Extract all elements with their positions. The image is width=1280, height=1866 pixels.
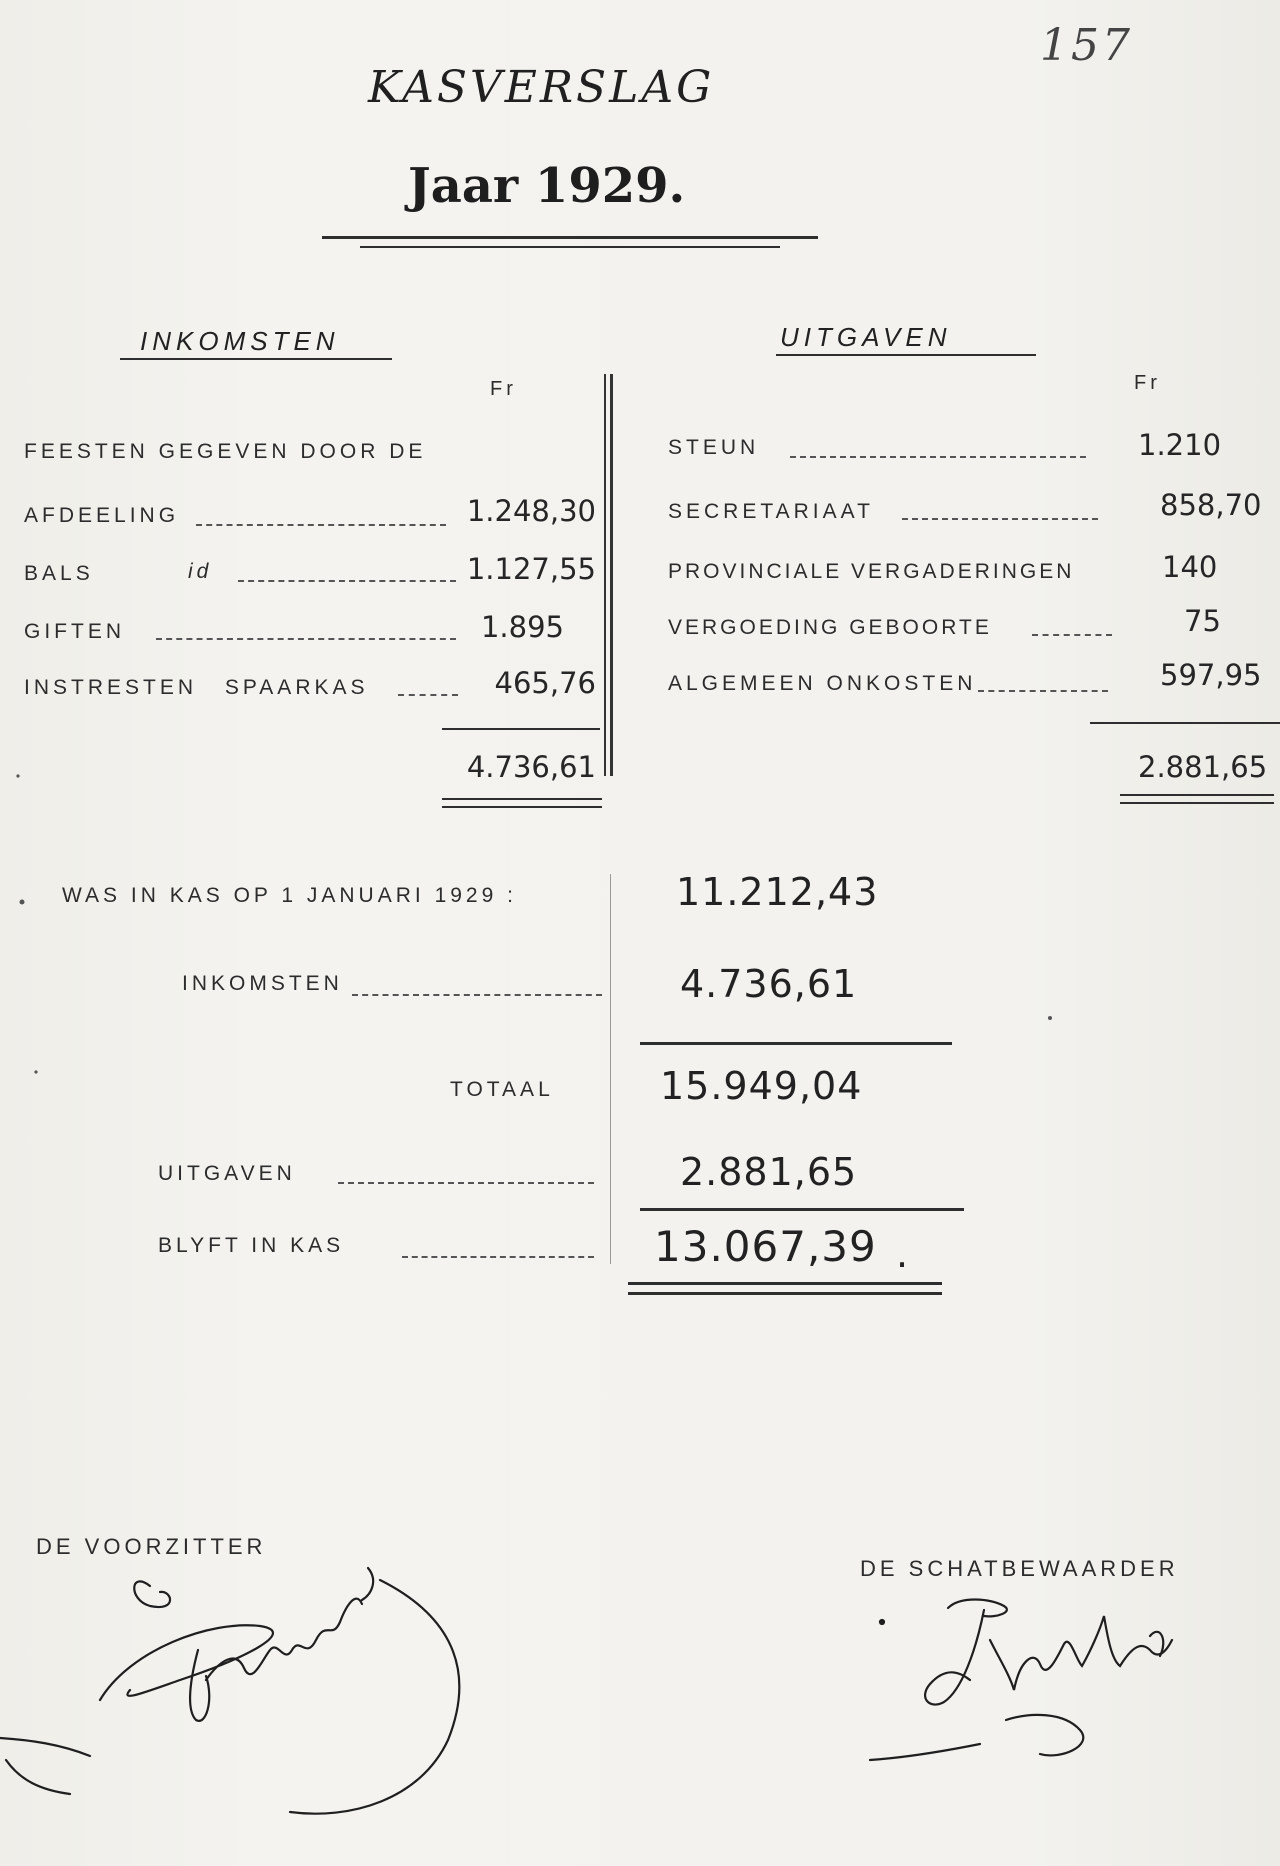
- summary-balance-label: BLYFT IN KAS: [158, 1234, 345, 1257]
- year-heading: Jaar 1929.: [408, 158, 686, 214]
- income-row-label: GIFTEN: [24, 620, 125, 643]
- page-number: 157: [1040, 20, 1133, 71]
- treasurer-label: DE SCHATBEWAARDER: [860, 1556, 1179, 1581]
- expenses-currency: Fr: [1134, 372, 1161, 394]
- expense-row-amount: 858,70: [1160, 488, 1262, 522]
- income-row-amount: 1.248,30: [466, 494, 596, 528]
- income-row-amount: 1.127,55: [466, 552, 596, 586]
- income-row-amount: 1.895: [480, 610, 564, 644]
- income-currency: Fr: [490, 378, 517, 400]
- treasurer-signature: [870, 1600, 1172, 1761]
- summary-balance-period: .: [896, 1232, 910, 1276]
- income-row-label: BALS: [24, 562, 94, 585]
- income-row-note: id: [188, 560, 213, 583]
- expenses-heading: UITGAVEN: [780, 322, 952, 352]
- document-title: KASVERSLAG: [368, 62, 715, 113]
- expenses-total: 2.881,65: [1138, 750, 1268, 784]
- summary-income-value: 4.736,61: [680, 962, 858, 1006]
- income-row-label: FEESTEN GEGEVEN DOOR DE: [24, 440, 427, 463]
- summary-expenses-label: UITGAVEN: [158, 1162, 296, 1185]
- income-row-label: INSTRESTEN SPAARKAS: [24, 676, 369, 699]
- summary-total-label: TOTAAL: [450, 1078, 554, 1101]
- expense-row-label: ALGEMEEN ONKOSTEN: [668, 672, 977, 695]
- income-heading: INKOMSTEN: [140, 326, 340, 356]
- expense-row-amount: 597,95: [1160, 658, 1262, 692]
- income-row-label: AFDEELING: [24, 504, 180, 527]
- margin-dots: [16, 774, 1052, 1073]
- summary-start-value: 11.212,43: [676, 870, 879, 914]
- chair-label: DE VOORZITTER: [36, 1534, 267, 1559]
- summary-income-label: INKOMSTEN: [182, 972, 343, 995]
- income-row-amount: 465,76: [494, 666, 596, 700]
- summary-balance-value: 13.067,39: [654, 1222, 877, 1271]
- summary-expenses-value: 2.881,65: [680, 1150, 858, 1194]
- summary-start-label: WAS IN KAS OP 1 JANUARI 1929 :: [62, 884, 517, 907]
- expense-row-label: VERGOEDING GEBOORTE: [668, 616, 992, 639]
- summary-total-value: 15.949,04: [660, 1064, 863, 1108]
- expense-row-amount: 140: [1162, 550, 1218, 584]
- expense-row-amount: 1.210: [1138, 428, 1222, 462]
- expense-row-label: PROVINCIALE VERGADERINGEN: [668, 560, 1075, 583]
- chair-signature: [0, 1568, 459, 1814]
- expense-row-label: STEUN: [668, 436, 760, 459]
- expense-row-label: SECRETARIAAT: [668, 500, 874, 523]
- expense-row-amount: 75: [1184, 604, 1221, 638]
- income-total: 4.736,61: [466, 750, 596, 784]
